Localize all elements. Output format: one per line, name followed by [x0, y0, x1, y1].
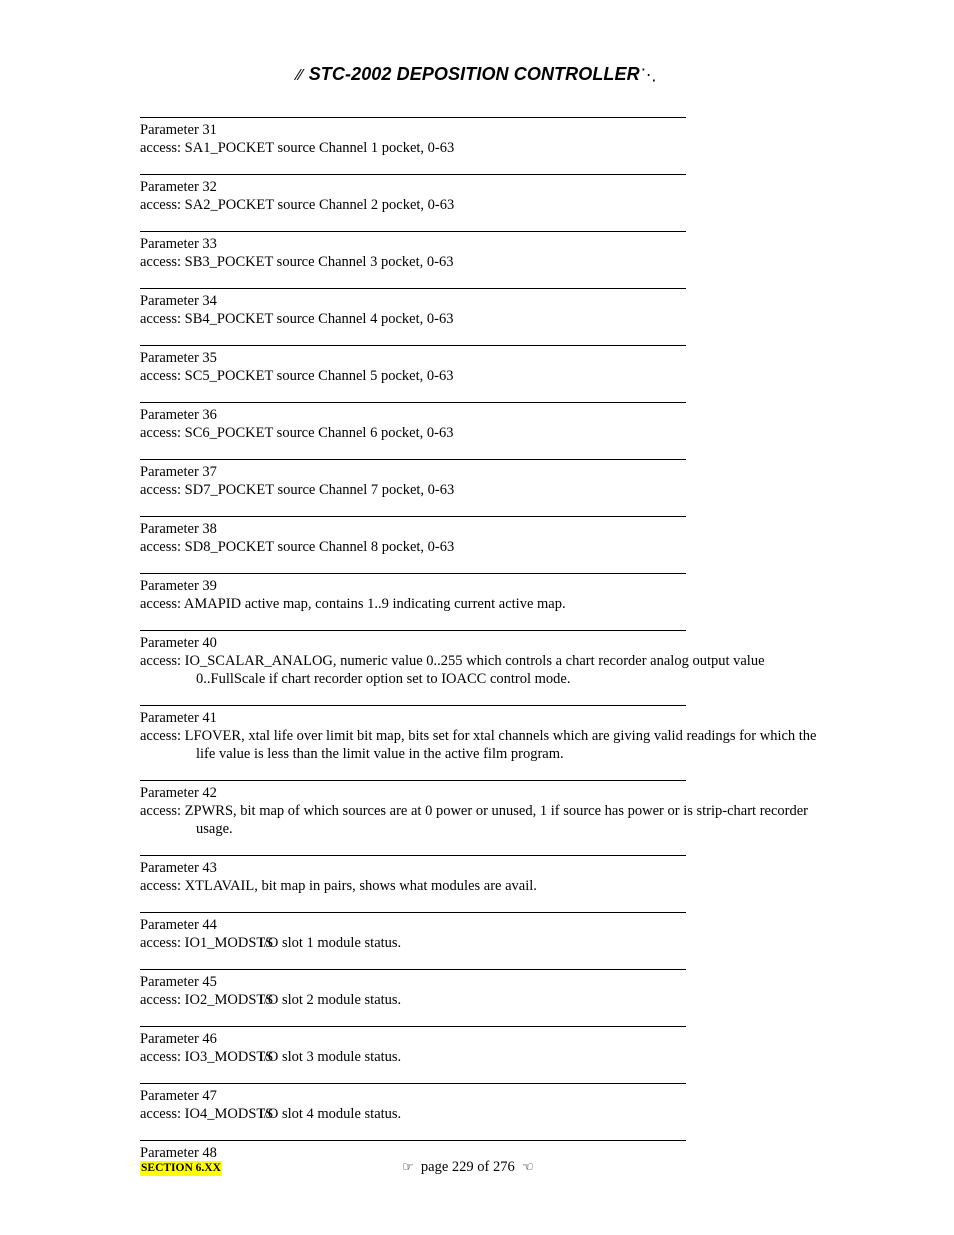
header-decoration-left-icon: ⁄⁄ [297, 67, 303, 84]
page-number-text: page 229 of 276 [420, 1159, 515, 1175]
access-description: I/O slot 2 module status. [259, 992, 402, 1008]
parameter-title: Parameter 47 [140, 1088, 217, 1104]
parameter-title: Parameter 41 [140, 710, 217, 726]
access-field: access: IO3_MODSTS [140, 1049, 274, 1065]
parameter-title: Parameter 33 [140, 236, 217, 252]
parameter-access: access: SD7_POCKET source Channel 7 pocket, 0-63 [140, 482, 455, 498]
separator-rule [140, 912, 686, 913]
separator-rule [140, 630, 686, 631]
parameter-title: Parameter 40 [140, 635, 217, 651]
parameter-access: access: LFOVER, xtal life over limit bit map, bits set for xtal channels which are giving valid readings for which the life value is less than the limit value in the active film program. [140, 728, 817, 762]
parameter-access: access: SC6_POCKET source Channel 6 pocket, 0-63 [140, 425, 454, 441]
parameter-entry [140, 855, 820, 895]
parameter-entry [140, 288, 820, 328]
page-number [402, 1159, 534, 1176]
parameter-title: Parameter 46 [140, 1031, 217, 1047]
parameter-entry [140, 516, 820, 556]
parameter-access: access: SC5_POCKET source Channel 5 pocket, 0-63 [140, 368, 454, 384]
parameter-entry [140, 459, 820, 499]
page-footer [0, 1159, 954, 1181]
parameter-access: access: SA2_POCKET source Channel 2 pocket, 0-63 [140, 197, 455, 213]
section-label: SECTION 6.XX [141, 1162, 221, 1174]
access-field: access: IO2_MODSTS [140, 992, 274, 1008]
access-field: access: IO4_MODSTS [140, 1106, 274, 1122]
parameter-title: Parameter 48 [140, 1145, 217, 1161]
access-description: I/O slot 1 module status. [259, 935, 402, 951]
separator-rule [140, 402, 686, 403]
parameter-access: access: SB3_POCKET source Channel 3 pocket, 0-63 [140, 254, 454, 270]
parameter-access: access: SD8_POCKET source Channel 8 pocket, 0-63 [140, 539, 455, 555]
separator-rule [140, 117, 686, 118]
parameter-access [140, 1105, 820, 1123]
parameter-list [140, 117, 820, 1179]
separator-rule [140, 516, 686, 517]
access-description: I/O slot 4 module status. [259, 1106, 402, 1122]
parameter-title: Parameter 37 [140, 464, 217, 480]
access-field: access: IO1_MODSTS [140, 935, 274, 951]
pointing-hand-left-icon: ☜ [521, 1160, 534, 1175]
separator-rule [140, 969, 686, 970]
parameter-access: access: AMAPID active map, contains 1..9 indicating current active map. [140, 596, 566, 612]
separator-rule [140, 705, 686, 706]
parameter-entry [140, 402, 820, 442]
pointing-hand-right-icon: ☞ [402, 1160, 414, 1175]
parameter-access [140, 991, 820, 1009]
parameter-access: access: SA1_POCKET source Channel 1 pocket, 0-63 [140, 140, 455, 156]
header-decoration-right-icon: ⋱ [640, 67, 657, 84]
parameter-title: Parameter 32 [140, 179, 217, 195]
parameter-title: Parameter 36 [140, 407, 217, 423]
parameter-title: Parameter 35 [140, 350, 217, 366]
parameter-entry [140, 630, 820, 688]
parameter-access: access: SB4_POCKET source Channel 4 pocket, 0-63 [140, 311, 454, 327]
separator-rule [140, 174, 686, 175]
separator-rule [140, 1083, 686, 1084]
parameter-entry [140, 231, 820, 271]
parameter-entry [140, 1026, 820, 1066]
separator-rule [140, 345, 686, 346]
parameter-entry [140, 705, 820, 763]
parameter-entry [140, 174, 820, 214]
parameter-access [140, 1048, 820, 1066]
access-description: I/O slot 3 module status. [259, 1049, 402, 1065]
parameter-entry [140, 1083, 820, 1123]
parameter-entry [140, 912, 820, 952]
page-header [0, 64, 954, 85]
parameter-access: access: ZPWRS, bit map of which sources are at 0 power or unused, 1 if source has power or is strip-chart recorder usage. [140, 803, 808, 837]
parameter-entry [140, 345, 820, 385]
parameter-entry [140, 117, 820, 157]
separator-rule [140, 1140, 686, 1141]
parameter-title: Parameter 38 [140, 521, 217, 537]
parameter-access: access: IO_SCALAR_ANALOG, numeric value 0..255 which controls a chart recorder analog output value 0..FullScale if chart recorder option set to IOACC control mode. [140, 653, 765, 687]
parameter-entry [140, 780, 820, 838]
separator-rule [140, 855, 686, 856]
parameter-access [140, 934, 820, 952]
separator-rule [140, 1026, 686, 1027]
parameter-entry [140, 969, 820, 1009]
parameter-title: Parameter 43 [140, 860, 217, 876]
separator-rule [140, 459, 686, 460]
parameter-title: Parameter 34 [140, 293, 217, 309]
parameter-title: Parameter 44 [140, 917, 217, 933]
separator-rule [140, 780, 686, 781]
document-title: STC-2002 DEPOSITION CONTROLLER [308, 64, 640, 84]
parameter-access: access: XTLAVAIL, bit map in pairs, shows what modules are avail. [140, 878, 537, 894]
parameter-title: Parameter 42 [140, 785, 217, 801]
parameter-entry [140, 573, 820, 613]
separator-rule [140, 573, 686, 574]
parameter-title: Parameter 31 [140, 122, 217, 138]
parameter-title: Parameter 39 [140, 578, 217, 594]
parameter-title: Parameter 45 [140, 974, 217, 990]
separator-rule [140, 231, 686, 232]
separator-rule [140, 288, 686, 289]
